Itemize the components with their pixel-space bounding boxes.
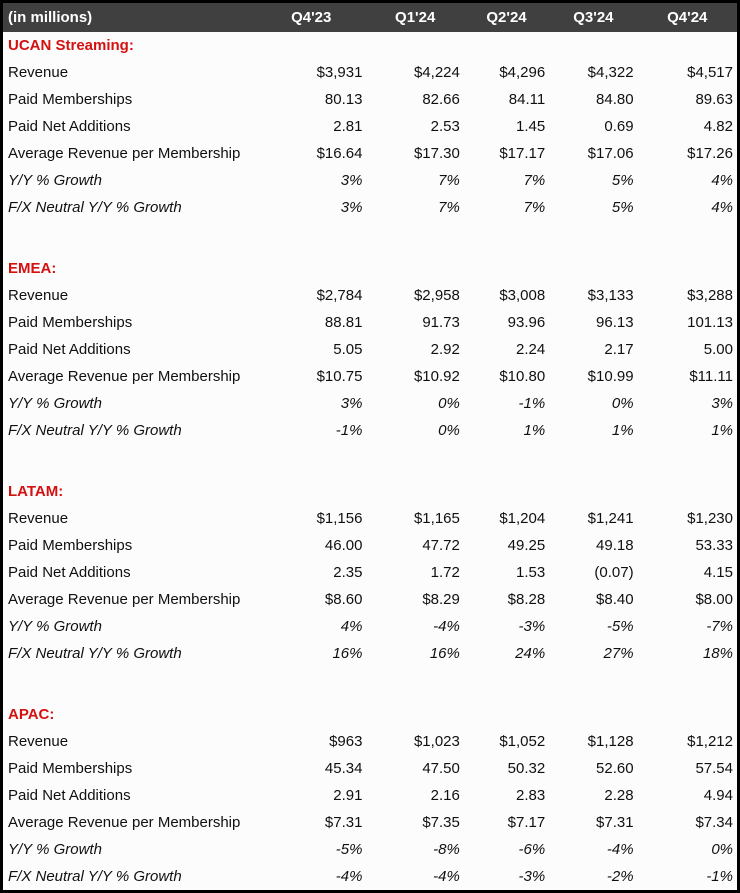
cell-value: $17.30	[413, 145, 460, 162]
cell-value: 4%	[340, 618, 363, 635]
cell-value: $3,288	[687, 287, 733, 304]
cell-value: 1.45	[516, 118, 546, 135]
table-row	[3, 782, 737, 809]
section-title-row-apac	[3, 701, 737, 728]
cell-value: 101.13	[687, 314, 733, 331]
row-label: F/X Neutral Y/Y % Growth	[8, 645, 182, 662]
cell-value: $17.17	[499, 145, 546, 162]
table-row	[3, 755, 737, 782]
cell-value: 1%	[611, 422, 634, 439]
row-label: Y/Y % Growth	[8, 395, 102, 412]
section-title: APAC:	[8, 706, 55, 723]
cell-value: 53.33	[695, 537, 733, 554]
spacer-row	[3, 444, 737, 478]
cell-value: 2.17	[604, 341, 634, 358]
cell-value: 2.91	[333, 787, 363, 804]
cell-value: 7%	[523, 172, 546, 189]
table-row	[3, 863, 737, 890]
cell-value: $17.26	[687, 145, 733, 162]
cell-value: 0%	[438, 395, 460, 412]
cell-value: 1.53	[516, 564, 546, 581]
row-label: Y/Y % Growth	[8, 841, 102, 858]
row-label: Revenue	[8, 510, 69, 527]
cell-value: $3,133	[587, 287, 634, 304]
cell-value: 0%	[711, 841, 733, 858]
row-label: Revenue	[8, 287, 69, 304]
table-header-row	[3, 3, 737, 32]
cell-value: -7%	[706, 618, 733, 635]
section-title-row-ucan	[3, 32, 737, 59]
cell-value: $1,128	[587, 733, 634, 750]
cell-value: $8.40	[596, 591, 634, 608]
cell-value: 0%	[438, 422, 460, 439]
table-row	[3, 809, 737, 836]
cell-value: $10.80	[499, 368, 546, 385]
table-row	[3, 336, 737, 363]
cell-value: $963	[329, 733, 363, 750]
cell-value: $3,008	[499, 287, 546, 304]
table-row	[3, 640, 737, 667]
cell-value: $16.64	[316, 145, 363, 162]
row-label: Paid Net Additions	[8, 118, 131, 135]
table-row	[3, 140, 737, 167]
regional-metrics-table	[3, 3, 737, 890]
table-row	[3, 532, 737, 559]
row-label: Average Revenue per Membership	[8, 368, 241, 385]
cell-value: -1%	[335, 422, 363, 439]
table-row	[3, 390, 737, 417]
cell-value: 2.53	[430, 118, 460, 135]
cell-value: $8.29	[422, 591, 460, 608]
cell-value: 2.16	[430, 787, 460, 804]
row-label: Paid Net Additions	[8, 341, 131, 358]
row-label: Revenue	[8, 733, 69, 750]
cell-value: $1,230	[687, 510, 733, 527]
cell-value: 84.11	[508, 91, 546, 108]
table-row	[3, 167, 737, 194]
table-row	[3, 505, 737, 532]
table-row	[3, 309, 737, 336]
cell-value: $1,165	[413, 510, 460, 527]
col-header-q324: Q3'24	[549, 3, 637, 32]
cell-value: $7.31	[324, 814, 363, 831]
cell-value: $8.28	[507, 591, 546, 608]
cell-value: 7%	[523, 199, 546, 216]
cell-value: $1,212	[687, 733, 733, 750]
cell-value: 96.13	[596, 314, 634, 331]
cell-value: 4%	[711, 172, 733, 189]
cell-value: 5%	[611, 199, 634, 216]
row-label: Average Revenue per Membership	[8, 591, 241, 608]
cell-value: $4,517	[687, 64, 733, 81]
cell-value: 2.24	[516, 341, 546, 358]
cell-value: $11.11	[689, 368, 733, 385]
cell-value: $10.75	[316, 368, 363, 385]
table-row	[3, 613, 737, 640]
cell-value: -4%	[335, 868, 363, 885]
cell-value: $3,931	[316, 64, 363, 81]
col-header-q424: Q4'24	[638, 3, 737, 32]
cell-value: 47.72	[422, 537, 460, 554]
cell-value: 2.83	[516, 787, 546, 804]
cell-value: 91.73	[422, 314, 460, 331]
row-label: Paid Memberships	[8, 537, 133, 554]
table-row	[3, 586, 737, 613]
section-title-row-latam	[3, 478, 737, 505]
section-title: UCAN Streaming:	[8, 37, 134, 54]
cell-value: 5%	[611, 172, 634, 189]
cell-value: $7.34	[695, 814, 733, 831]
cell-value: 5.05	[333, 341, 363, 358]
cell-value: -1%	[706, 868, 733, 885]
cell-value: (0.07)	[594, 564, 634, 581]
section-title-row-emea	[3, 255, 737, 282]
table-row	[3, 728, 737, 755]
cell-value: $2,958	[413, 287, 460, 304]
cell-value: 52.60	[596, 760, 634, 777]
cell-value: -5%	[606, 618, 634, 635]
row-label: Paid Net Additions	[8, 787, 131, 804]
cell-value: 3%	[711, 395, 733, 412]
cell-value: -6%	[518, 841, 546, 858]
cell-value: -5%	[335, 841, 363, 858]
cell-value: 2.28	[604, 787, 634, 804]
cell-value: $4,224	[413, 64, 460, 81]
cell-value: $1,204	[499, 510, 546, 527]
cell-value: -1%	[518, 395, 546, 412]
cell-value: 89.63	[695, 91, 733, 108]
cell-value: $7.17	[507, 814, 546, 831]
table-row	[3, 417, 737, 444]
cell-value: -4%	[433, 618, 460, 635]
cell-value: 80.13	[324, 91, 363, 108]
cell-value: 2.35	[333, 564, 363, 581]
cell-value: $8.60	[324, 591, 363, 608]
cell-value: -8%	[433, 841, 460, 858]
section-title: LATAM:	[8, 483, 64, 500]
cell-value: 7%	[438, 199, 460, 216]
row-label: Average Revenue per Membership	[8, 145, 241, 162]
table-row	[3, 282, 737, 309]
spacer-row	[3, 221, 737, 255]
cell-value: 0.69	[604, 118, 634, 135]
cell-value: 57.54	[695, 760, 733, 777]
cell-value: 82.66	[422, 91, 460, 108]
row-label: Average Revenue per Membership	[8, 814, 241, 831]
table-row	[3, 113, 737, 140]
section-title: EMEA:	[8, 260, 57, 277]
row-label: Paid Memberships	[8, 91, 133, 108]
cell-value: 24%	[515, 645, 546, 662]
cell-value: 50.32	[507, 760, 546, 777]
row-label: Paid Net Additions	[8, 564, 131, 581]
cell-value: 4.94	[703, 787, 733, 804]
cell-value: 1%	[711, 422, 733, 439]
row-label: Paid Memberships	[8, 760, 133, 777]
spacer-row	[3, 667, 737, 701]
cell-value: 16%	[332, 645, 363, 662]
cell-value: 45.34	[324, 760, 363, 777]
cell-value: 4.15	[703, 564, 733, 581]
cell-value: $10.92	[413, 368, 460, 385]
row-label: Revenue	[8, 64, 69, 81]
cell-value: $7.31	[596, 814, 634, 831]
cell-value: $2,784	[316, 287, 363, 304]
table-row	[3, 59, 737, 86]
cell-value: 4.82	[703, 118, 733, 135]
cell-value: 84.80	[596, 91, 634, 108]
cell-value: $10.99	[587, 368, 634, 385]
cell-value: $1,023	[413, 733, 460, 750]
cell-value: 93.96	[507, 314, 546, 331]
cell-value: -3%	[518, 618, 546, 635]
table-row	[3, 363, 737, 390]
row-label: F/X Neutral Y/Y % Growth	[8, 422, 182, 439]
row-label: F/X Neutral Y/Y % Growth	[8, 199, 182, 216]
cell-value: 46.00	[324, 537, 363, 554]
cell-value: -4%	[606, 841, 634, 858]
cell-value: $7.35	[422, 814, 460, 831]
cell-value: 3%	[340, 395, 363, 412]
cell-value: 3%	[340, 172, 363, 189]
cell-value: $4,296	[499, 64, 546, 81]
row-label: Y/Y % Growth	[8, 618, 102, 635]
cell-value: 18%	[702, 645, 733, 662]
cell-value: 1%	[523, 422, 546, 439]
row-label: Paid Memberships	[8, 314, 133, 331]
row-label: F/X Neutral Y/Y % Growth	[8, 868, 182, 885]
cell-value: -4%	[433, 868, 460, 885]
table-row	[3, 836, 737, 863]
cell-value: 4%	[711, 199, 733, 216]
cell-value: 2.92	[430, 341, 460, 358]
cell-value: $8.00	[695, 591, 733, 608]
col-header-q423: Q4'23	[256, 3, 366, 32]
cell-value: 7%	[438, 172, 460, 189]
cell-value: -2%	[606, 868, 634, 885]
units-label: (in millions)	[3, 3, 256, 32]
cell-value: 47.50	[422, 760, 460, 777]
cell-value: 2.81	[333, 118, 363, 135]
cell-value: 5.00	[703, 341, 733, 358]
cell-value: 49.25	[507, 537, 546, 554]
cell-value: 1.72	[430, 564, 460, 581]
table-row	[3, 86, 737, 113]
col-header-q124: Q1'24	[366, 3, 463, 32]
col-header-q224: Q2'24	[464, 3, 549, 32]
row-label: Y/Y % Growth	[8, 172, 102, 189]
cell-value: $1,156	[316, 510, 363, 527]
cell-value: 27%	[603, 645, 634, 662]
cell-value: $1,241	[587, 510, 634, 527]
cell-value: $4,322	[587, 64, 634, 81]
cell-value: $17.06	[587, 145, 634, 162]
table-row	[3, 194, 737, 221]
cell-value: 49.18	[596, 537, 634, 554]
cell-value: 88.81	[324, 314, 363, 331]
cell-value: 16%	[429, 645, 460, 662]
cell-value: -3%	[518, 868, 546, 885]
cell-value: $1,052	[499, 733, 546, 750]
cell-value: 3%	[340, 199, 363, 216]
table-row	[3, 559, 737, 586]
cell-value: 0%	[611, 395, 634, 412]
